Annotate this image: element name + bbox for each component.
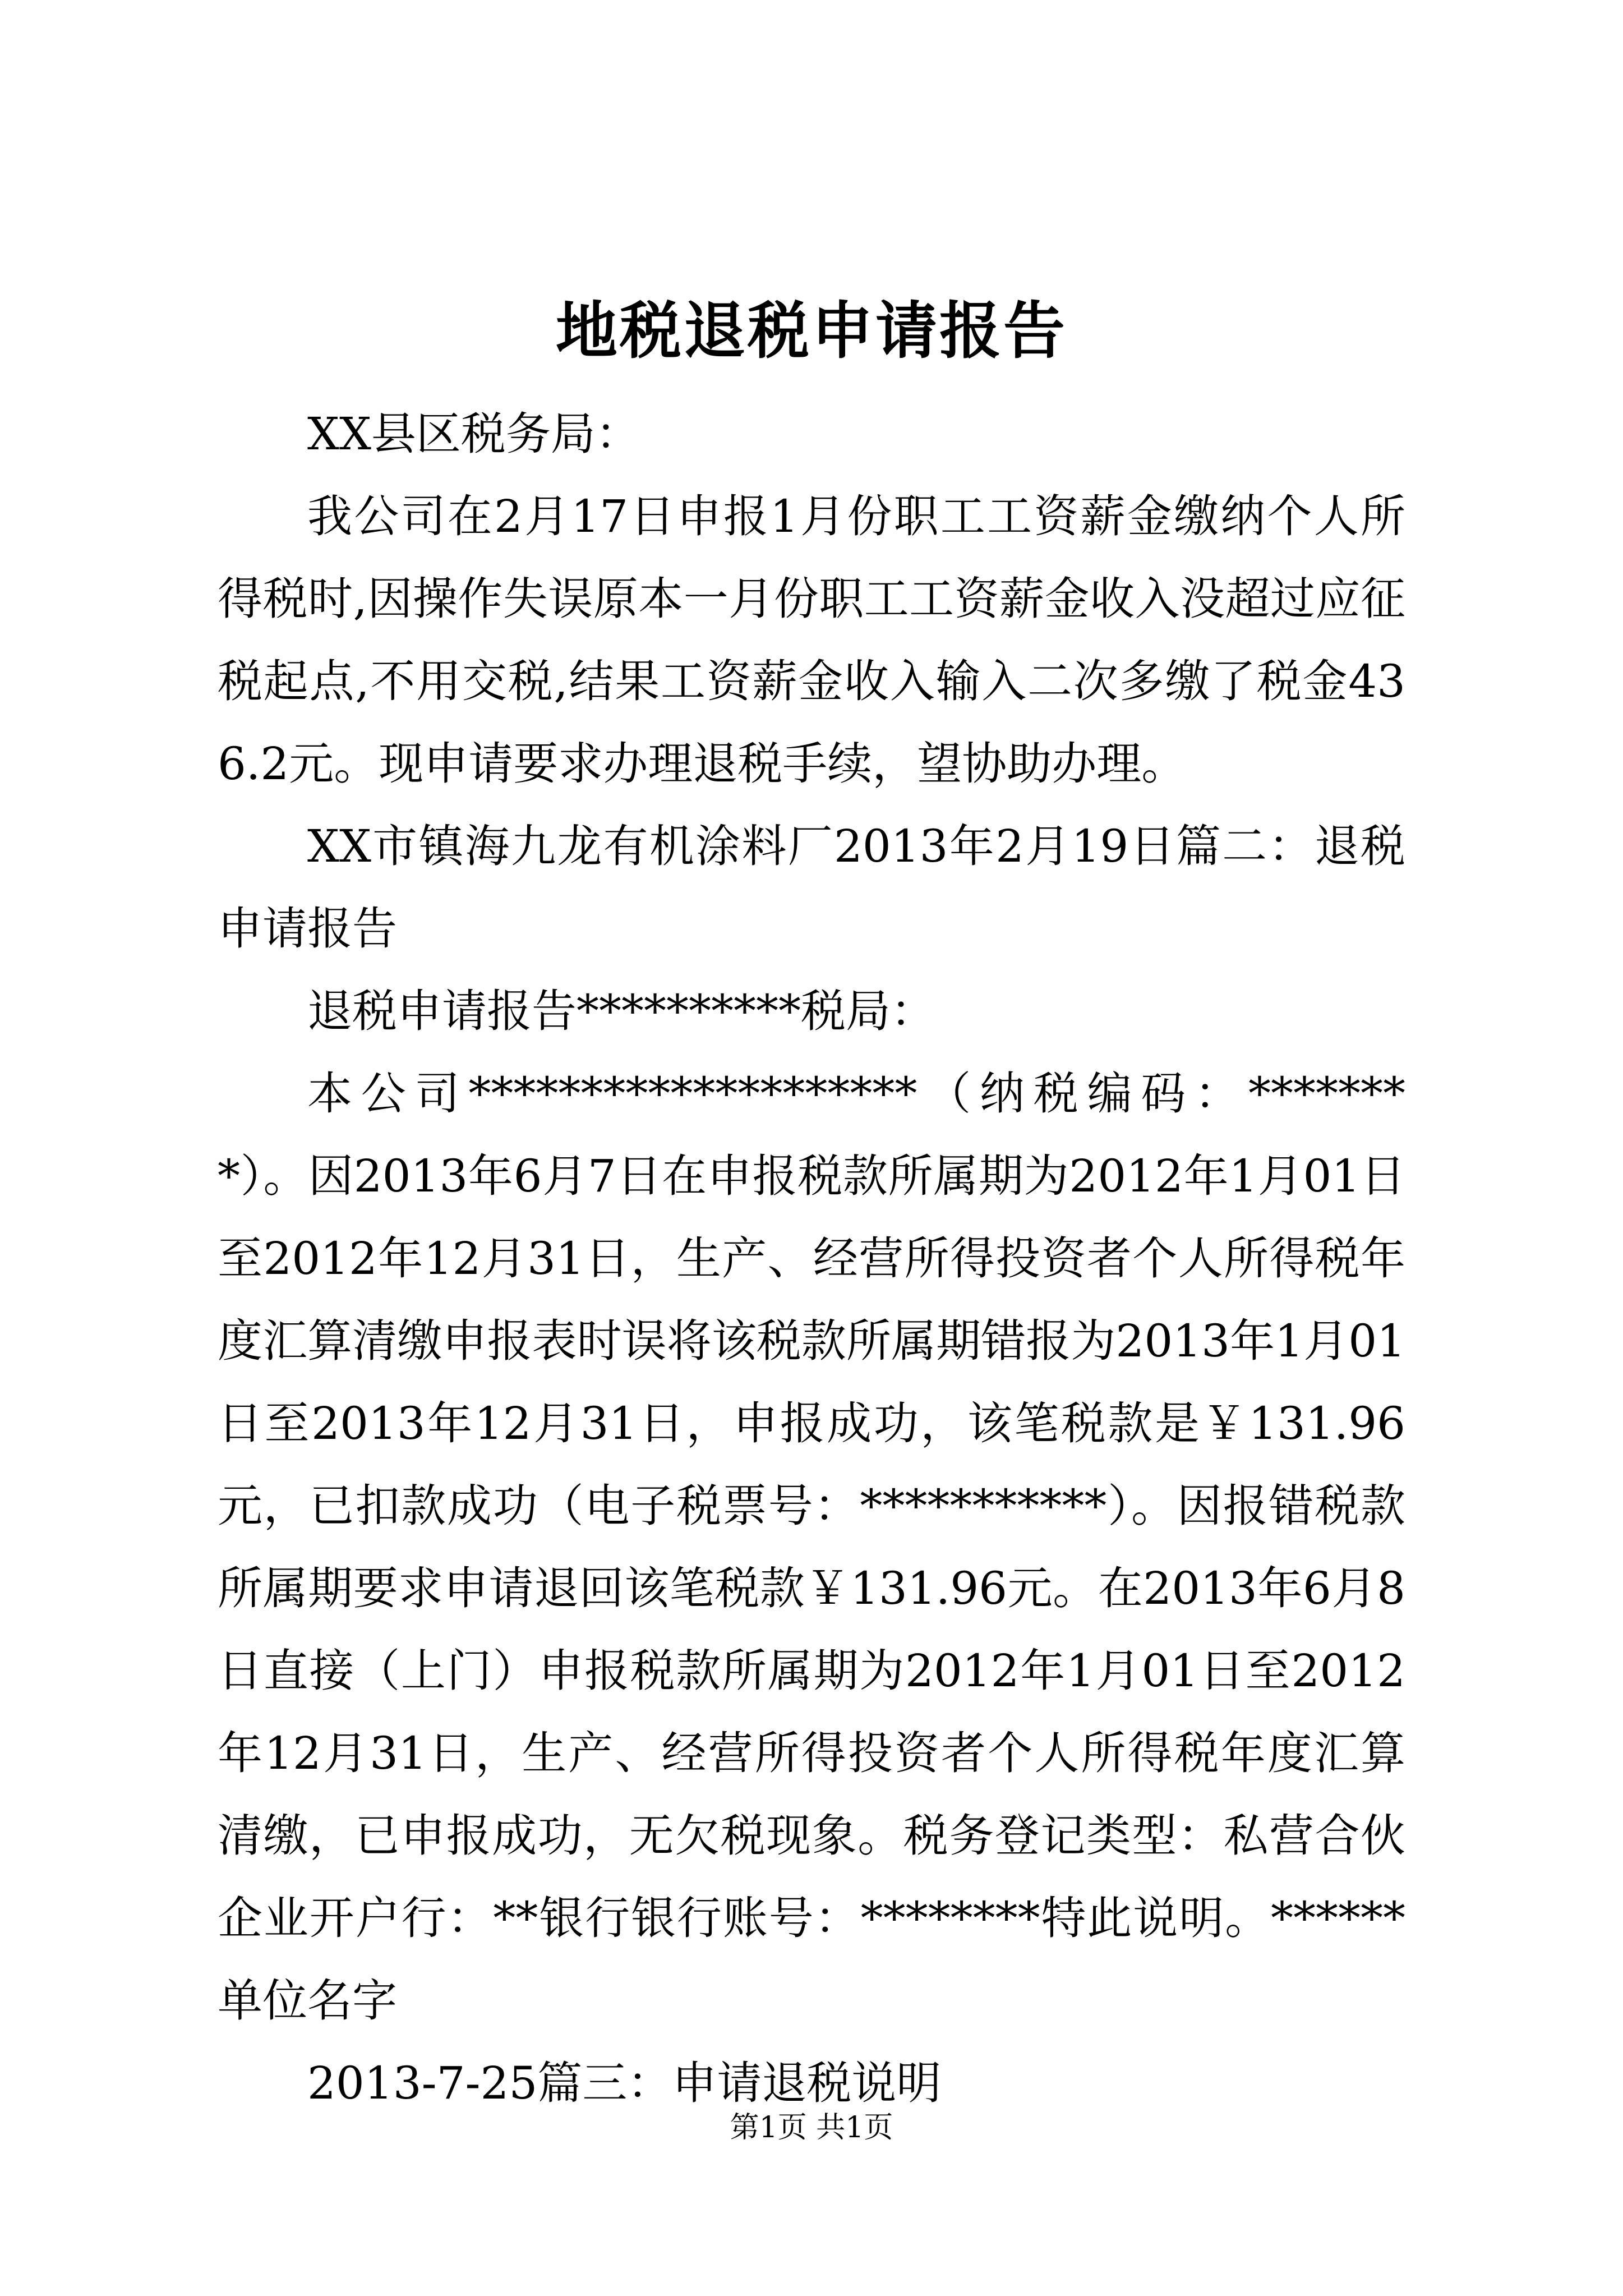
paragraph-heading-two: 退税申请报告**********税局： [307,985,935,1037]
paragraph-explanation: 本公司********************（纳税编码：********）。因2013年6月7日在申报税款所属期为2012年1月01日至2012年12月31日，生产、经营所得投资者个人所得税年度汇算清缴申报表时误将该税款所属期错报为2013年1月01日至2013年12月31日，申报成功，该笔税款是￥131.96元，已扣款成功（电子税票号：***********）。因报错税款所属期要求申请退回该笔税款￥131.96元。在2013年6月8日直接（上门）申报税款所属期为2012年1月01日至2012年12月31日，生产、经营所得投资者个人所得税年度汇算清缴，已申报成功，无欠税现象。税务登记类型：私营合伙企业开户行：**银行银行账号：********特此说明。******单位名字 [218,1068,1405,2027]
paragraph-signature: XX市镇海九龙有机涂料厂2013年2月19日篇二：退税申请报告 [218,820,1405,955]
paragraph-request: 我公司在2月17日申报1月份职工工资薪金缴纳个人所得税时,因操作失误原本一月份职工工资薪金收入没超过应征税起点,不用交税,结果工资薪金收入输入二次多缴了税金436.2元。现申请要求办理退税手续，望协助办理。 [218,490,1405,790]
paragraph-date-heading-three: 2013-7-25篇三：申请退税说明 [307,2057,942,2109]
document-body [218,393,1405,2124]
document-title: 地税退税申请报告 [556,295,1067,367]
page-number-footer: 第1页 共1页 [730,2111,893,2145]
paragraph-addressee: XX县区税务局： [307,408,640,460]
